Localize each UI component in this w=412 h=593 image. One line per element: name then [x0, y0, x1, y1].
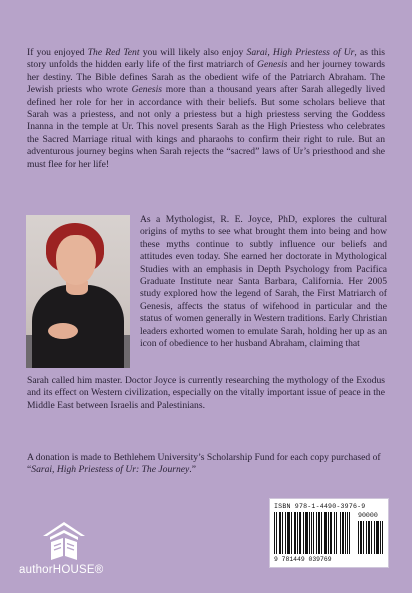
author-photo — [26, 215, 130, 368]
blurb-text: , as this story unfolds the hidden early life of the first matriarch of — [27, 47, 385, 71]
publisher-logo — [19, 520, 109, 578]
donation-paragraph — [27, 452, 385, 477]
isbn-barcode — [269, 498, 389, 568]
blurb-title-red-tent: The Red Tent — [87, 47, 140, 58]
blurb-title-sarai: Sarai, High Priestess of Ur — [246, 47, 355, 58]
author-bio-text: As a Mythologist, R. E. Joyce, PhD, explores the cultural origins of myths to see what brought them into being and how these myths continue to subtly influence our beliefs and attitudes even today. She earned her doctorate in Mythological Studies with an emphasis in Depth Psychology from Pacifica Graduate Institute near Santa Barbara, California. Her 2005 study explored how the legend of Sarah, the First Matriarch of Genesis, affects the status of wifehood in particular and the status of women generally in Western traditions. Early Christian leaders exhorted women to emulate Sarah, holding her up as an icon of obedience to her husband Abraham, claiming that — [140, 214, 387, 350]
blurb-paragraph — [27, 47, 385, 171]
blurb-text: more than a thousand years after Sarah allegedly lived defined her role for her in accordance with their beliefs. But some scholars believe that Sarah was a priestess, and not only a priestess but a high priestess serving the Goddess Inanna in the temple at Ur. This novel presents Sarah as the High Priestess who celebrates the Sacred Marriage ritual with kings and pharaohs to confirm their right to rule. But an adventurous journey begins when Sarah rejects the “sacred” laws of Ur’s priesthood and she must flee for her life! — [27, 84, 386, 170]
blurb-title-genesis: Genesis — [257, 59, 288, 71]
donation-book-title: Sarai, High Priestess of Ur: The Journey — [31, 464, 190, 476]
addon-barcode-bars — [358, 521, 384, 554]
blurb-text: you will likely also enjoy — [139, 47, 247, 58]
isbn-label: ISBN 978-1-4490-3976-9 — [274, 503, 366, 510]
author-bio — [140, 214, 387, 350]
donation-text-end: .” — [189, 464, 196, 476]
publisher-name: authorHOUSE® — [19, 564, 104, 576]
blurb-title-genesis: Genesis — [131, 84, 162, 96]
blurb-text: and her journey towards her destiny. The Bible defines Sarah as the obedient wife of the Patriarch Abraham. The Jewish priests who wrote — [27, 59, 385, 96]
house-book-icon — [41, 520, 87, 562]
author-bio-continued — [27, 375, 385, 412]
blurb-text: If you enjoyed — [27, 47, 88, 58]
donation-note — [27, 452, 385, 477]
author-bio-text-continued: Sarah called him master. Doctor Joyce is currently researching the mythology of the Exodus and its effect on Western civilization, especially on the vitally important issue of peace in the Middle East between Israelis and Palestinians. — [27, 375, 385, 411]
donation-text: A donation is made to Bethlehem University’s Scholarship Fund for each copy purchased of “ — [27, 452, 381, 476]
ean-barcode-bars — [274, 512, 352, 554]
book-blurb — [27, 47, 385, 171]
ean-digits: 9 781449 039769 — [274, 556, 332, 563]
price-code: 90000 — [358, 512, 378, 519]
